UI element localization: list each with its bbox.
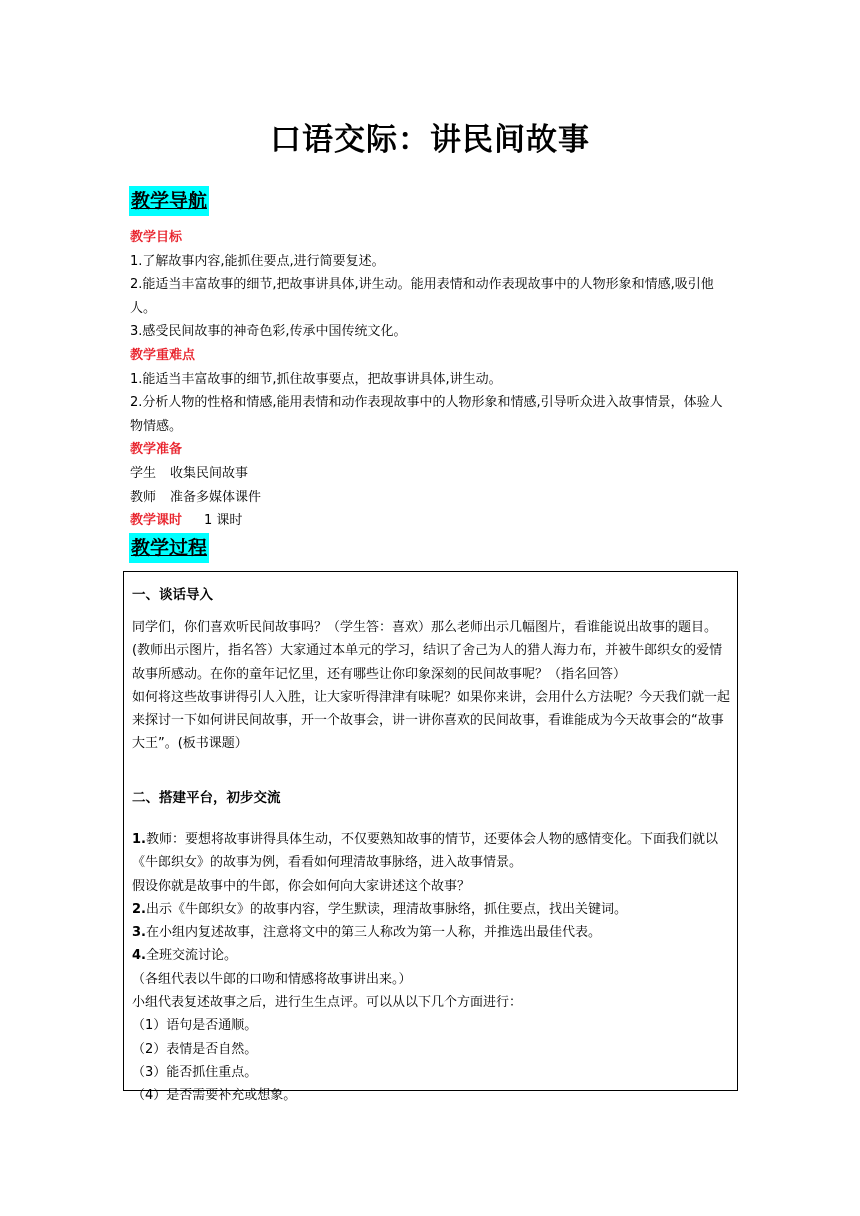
goal-item: 3.感受民间故事的神奇色彩,传承中国传统文化。 xyxy=(130,324,407,340)
nav-content xyxy=(130,226,734,533)
section-heading-nav: 教学导航 xyxy=(129,186,209,216)
keypoint-item: 2.分析人物的性格和情感,能用表情和动作表现故事中的人物形象和情感,引导听众进入故事情景，体验人物情感。 xyxy=(130,395,723,434)
prep-label: 教学准备 xyxy=(130,442,183,458)
hours-row xyxy=(130,509,734,533)
section2-line: 4.全班交流讨论。 xyxy=(132,948,237,964)
hours-label: 教学课时 xyxy=(130,513,183,529)
section2-line: 2.出示《牛郎织女》的故事内容，学生默读，理清故事脉络，抓住要点，找出关键词。 xyxy=(132,901,627,917)
goals-label: 教学目标 xyxy=(130,230,183,245)
section2-line: （2）表情是否自然。 xyxy=(132,1041,258,1057)
keypoints-label: 教学重难点 xyxy=(130,347,196,363)
section1-title: 一、谈话导入 xyxy=(132,587,213,603)
page-title: 口语交际：讲民间故事 xyxy=(270,122,590,158)
section2-line: 1.教师：要想将故事讲得具体生动，不仅要熟知故事的情节，还要体会人物的感情变化。下面我们就以《牛郎织女》的故事为例，看看如何理清故事脉络，进入故事情景。 xyxy=(132,832,718,871)
section2-line: （1）语句是否通顺。 xyxy=(132,1018,258,1034)
prep-item: 学生 收集民间故事 xyxy=(130,465,249,481)
section2-line: 小组代表复述故事之后，进行生生点评。可以从以下几个方面进行： xyxy=(132,995,523,1011)
goal-item: 2.能适当丰富故事的细节,把故事讲具体,讲生动。能用表情和动作表现故事中的人物形象和情感,吸引他人。 xyxy=(130,277,714,316)
hours-value: 1 课时 xyxy=(204,513,243,529)
prep-item: 教师 准备多媒体课件 xyxy=(130,489,262,505)
process-box xyxy=(123,571,738,1104)
section2-title: 二、搭建平台，初步交流 xyxy=(132,790,281,806)
section-heading-process: 教学过程 xyxy=(129,533,209,563)
section1-paragraph: 如何将这些故事讲得引人入胜，让大家听得津津有味呢？如果你来讲，会用什么方法呢？今天我们就一起来探讨一下如何讲民间故事，开一个故事会，讲一讲你喜欢的民间故事，看谁能成为今天故事会的“故事大王”。(板书课题） xyxy=(132,689,731,752)
section2-line: （各组代表以牛郎的口吻和情感将故事讲出来。） xyxy=(132,971,412,987)
section1-paragraph: 同学们，你们喜欢听民间故事吗？（学生答：喜欢）那么老师出示几幅图片，看谁能说出故事的题目。(教师出示图片，指名答）大家通过本单元的学习，结识了舍己为人的猎人海力布，并被牛郎织女的爱情故事所感动。在你的童年记忆里，还有哪些让你印象深刻的民间故事呢？（指名回答） xyxy=(132,620,723,682)
section2-line: 3.在小组内复述故事，注意将文中的第三人称改为第一人称，并推选出最佳代表。 xyxy=(132,925,601,941)
section2-line: 假设你就是故事中的牛郎，你会如何向大家讲述这个故事？ xyxy=(132,878,471,894)
section2-line: （4）是否需要补充或想象。 xyxy=(132,1088,297,1104)
section2-line: （3）能否抓住重点。 xyxy=(132,1064,258,1080)
keypoint-item: 1.能适当丰富故事的细节,抓住故事要点，把故事讲具体,讲生动。 xyxy=(130,371,502,387)
goal-item: 1.了解故事内容,能抓住要点,进行简要复述。 xyxy=(130,253,385,269)
